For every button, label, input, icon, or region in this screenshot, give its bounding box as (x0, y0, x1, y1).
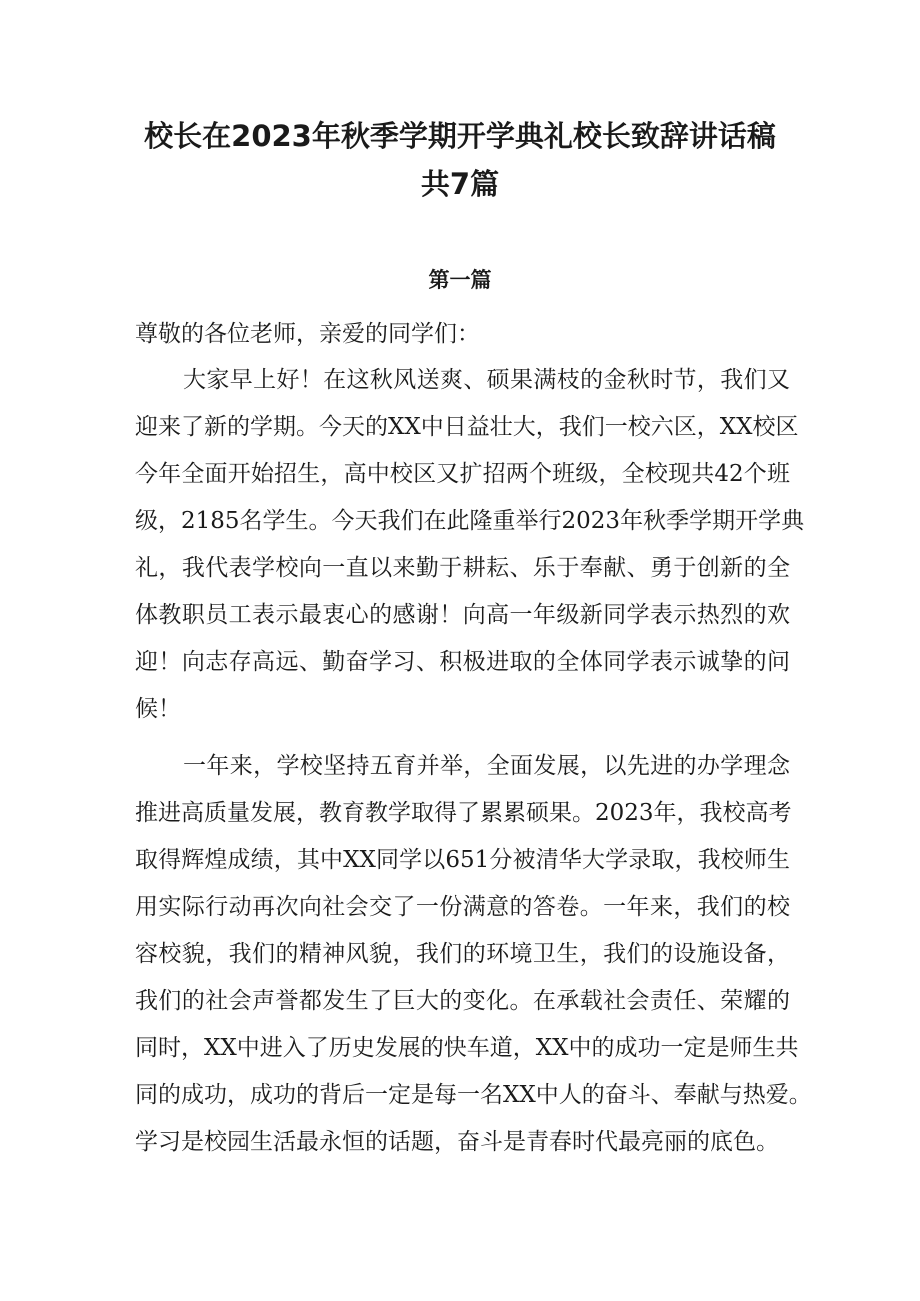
paragraph-1-line: 候！ (135, 696, 181, 722)
paragraph-1-line: 体教职员工表示最衷心的感谢！向高一年级新同学表示热烈的欢 (135, 602, 790, 628)
paragraph-1-line: 大家早上好！在这秋风送爽、硕果满枝的金秋时节，我们又 (183, 367, 790, 393)
paragraph-2-line: 同的成功，成功的背后一定是每一名XX中人的奋斗、奉献与热爱。 (135, 1082, 812, 1108)
paragraph-2-line: 用实际行动再次向社会交了一份满意的答卷。一年来，我们的校 (135, 894, 790, 920)
paragraph-2-line: 推进高质量发展，教育教学取得了累累硕果。2023年，我校高考 (135, 800, 792, 826)
document-title-line-2: 共7篇 (420, 167, 500, 201)
paragraph-2-line: 我们的社会声誉都发生了巨大的变化。在承载社会责任、荣耀的 (135, 988, 790, 1014)
paragraph-1-line: 礼，我代表学校向一直以来勤于耕耘、乐于奉献、勇于创新的全 (135, 555, 790, 581)
section-heading: 第一篇 (428, 268, 492, 292)
paragraph-2-line: 同时，XX中进入了历史发展的快车道，XX中的成功一定是师生共 (135, 1035, 799, 1061)
paragraph-1-line: 迎！向志存高远、勤奋学习、积极进取的全体同学表示诚挚的问 (135, 649, 790, 675)
paragraph-1-line: 今年全面开始招生，高中校区又扩招两个班级，全校现共42个班 (135, 461, 790, 487)
paragraph-1-line: 级，2185名学生。今天我们在此隆重举行2023年秋季学期开学典 (135, 508, 805, 534)
salutation: 尊敬的各位老师，亲爱的同学们： (135, 321, 480, 347)
paragraph-2-line: 取得辉煌成绩，其中XX同学以651分被清华大学录取，我校师生 (135, 847, 790, 873)
paragraph-1-line: 迎来了新的学期。今天的XX中日益壮大，我们一校六区，XX校区 (135, 414, 799, 440)
document-title-line-1: 校长在2023年秋季学期开学典礼校长致辞讲话稿 (144, 119, 776, 153)
paragraph-2-line: 学习是校园生活最永恒的话题，奋斗是青春时代最亮丽的底色。 (135, 1129, 779, 1155)
paragraph-2-line: 容校貌，我们的精神风貌，我们的环境卫生，我们的设施设备， (135, 941, 790, 967)
paragraph-2-line: 一年来，学校坚持五育并举，全面发展，以先进的办学理念 (183, 753, 790, 779)
